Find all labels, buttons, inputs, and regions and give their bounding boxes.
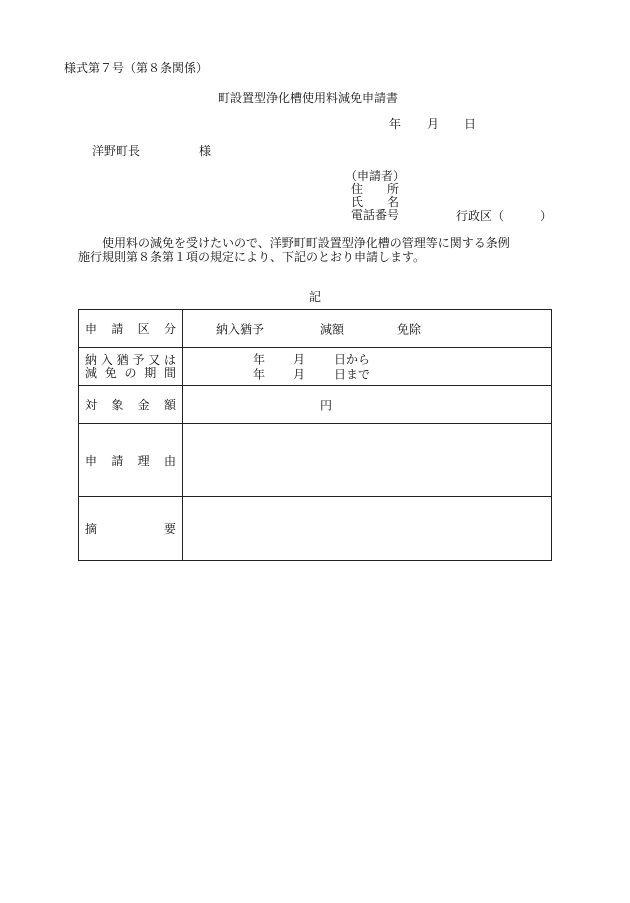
option-exemption[interactable]: 免除 (397, 322, 422, 336)
period-end-year: 年 (253, 367, 266, 382)
period-label-cell (79, 348, 183, 386)
period-label (79, 354, 182, 380)
application-type-label: 申請区分 (85, 322, 176, 336)
summary-label-cell (79, 497, 183, 561)
date-day-label: 日 (464, 117, 477, 131)
applicant-district-label: 行政区（ ） (456, 209, 553, 223)
applicant-address-label: 住 所 (351, 182, 400, 196)
document-title: 町設置型浄化槽使用料減免申請書 (218, 91, 399, 105)
period-value-cell[interactable] (183, 348, 552, 386)
record-label: 記 (309, 290, 322, 304)
reason-label-cell (79, 424, 183, 497)
amount-value-cell[interactable] (183, 386, 552, 424)
option-reduction[interactable]: 減額 (320, 322, 345, 336)
summary-label: 摘要 (85, 522, 176, 536)
applicant-name-label: 氏 名 (351, 195, 400, 209)
summary-value-cell[interactable] (183, 497, 552, 561)
reason-value-cell[interactable] (183, 424, 552, 497)
amount-label: 対象金額 (85, 398, 176, 412)
statement-line-1: 使用料の減免を受けたいので、洋野町町設置型浄化槽の管理等に関する条例 (90, 236, 510, 250)
applicant-block (345, 170, 405, 222)
applicant-phone-label: 電話番号 (351, 208, 400, 222)
period-end-month: 月 (293, 367, 306, 382)
statement-line-2: 施行規則第８条第１項の規定により、下記のとおり申請します。 (78, 250, 426, 264)
row-amount (79, 386, 552, 424)
row-reason (79, 424, 552, 497)
addressee-honorific: 様 (199, 144, 212, 158)
period-label-line-2: 減免の期間 (85, 365, 176, 380)
application-form-table (78, 309, 552, 561)
application-type-label-cell (79, 310, 183, 348)
period-start-month: 月 (293, 352, 306, 367)
amount-label-cell (79, 386, 183, 424)
row-period (79, 348, 552, 386)
row-application-type (79, 310, 552, 348)
period-start-year: 年 (253, 352, 266, 367)
row-summary (79, 497, 552, 561)
date-year-label: 年 (389, 117, 402, 131)
form-number: 様式第７号（第８条関係） (64, 61, 209, 75)
date-month-label: 月 (427, 117, 440, 131)
applicant-heading: （申請者） (345, 169, 406, 183)
addressee-name: 洋野町長 (92, 144, 141, 158)
period-end-day: 日まで (334, 367, 371, 382)
period-start-day: 日から (334, 352, 371, 367)
application-statement (78, 236, 553, 264)
reason-label: 申請理由 (85, 453, 176, 468)
period-label-line-1: 納入猶予又は (85, 352, 176, 367)
option-deferral[interactable]: 納入猶予 (216, 322, 265, 336)
application-type-options[interactable] (183, 310, 552, 348)
amount-unit: 円 (320, 398, 333, 412)
